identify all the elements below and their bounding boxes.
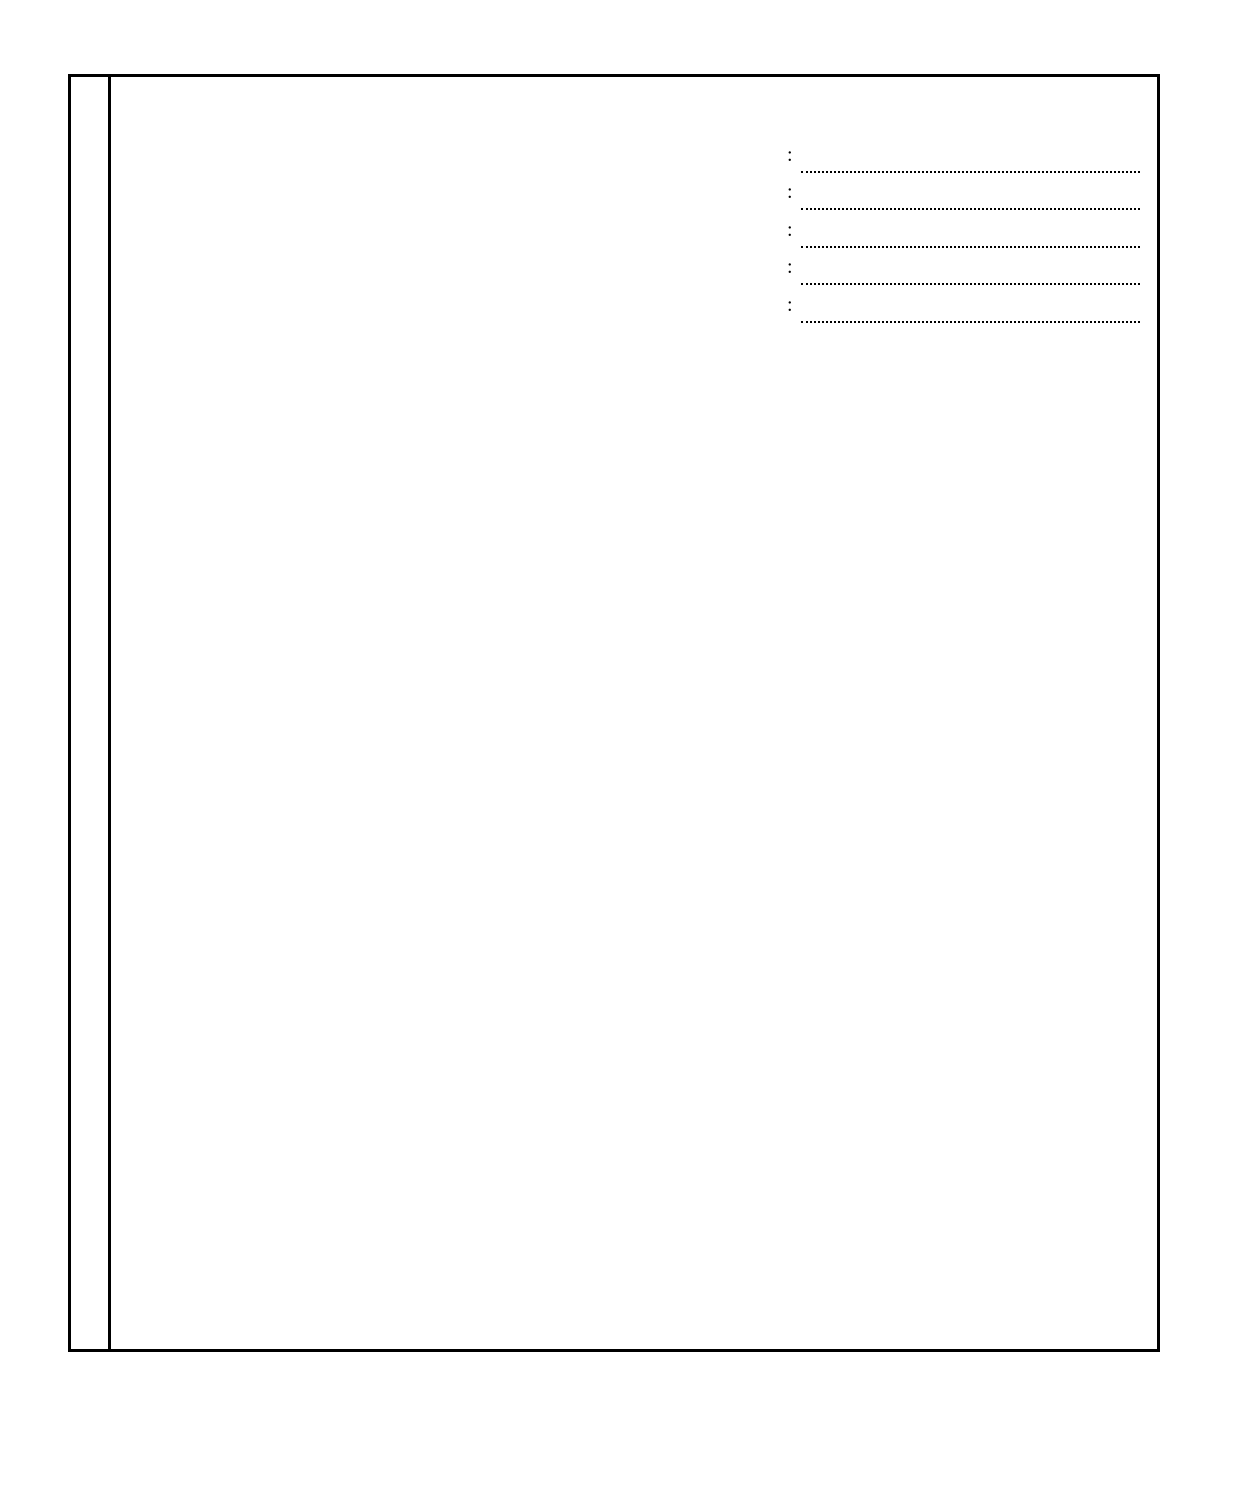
- table-row: [71, 215, 1157, 249]
- table-row: [71, 140, 1157, 174]
- table-row: [71, 177, 1157, 211]
- table-row: [71, 252, 1157, 286]
- dotted-leader: [801, 208, 1140, 210]
- table-row: [71, 290, 1157, 324]
- colon-separator: :: [787, 256, 793, 279]
- colon-separator: :: [787, 144, 793, 166]
- colon-separator: :: [787, 181, 793, 204]
- dotted-leader: [801, 321, 1140, 323]
- dotted-leader: [801, 283, 1140, 285]
- dotted-leader: [801, 246, 1140, 248]
- dotted-leader: [801, 171, 1140, 173]
- colon-separator: :: [787, 293, 793, 316]
- colon-separator: :: [787, 218, 793, 241]
- financial-table: [68, 74, 1160, 1352]
